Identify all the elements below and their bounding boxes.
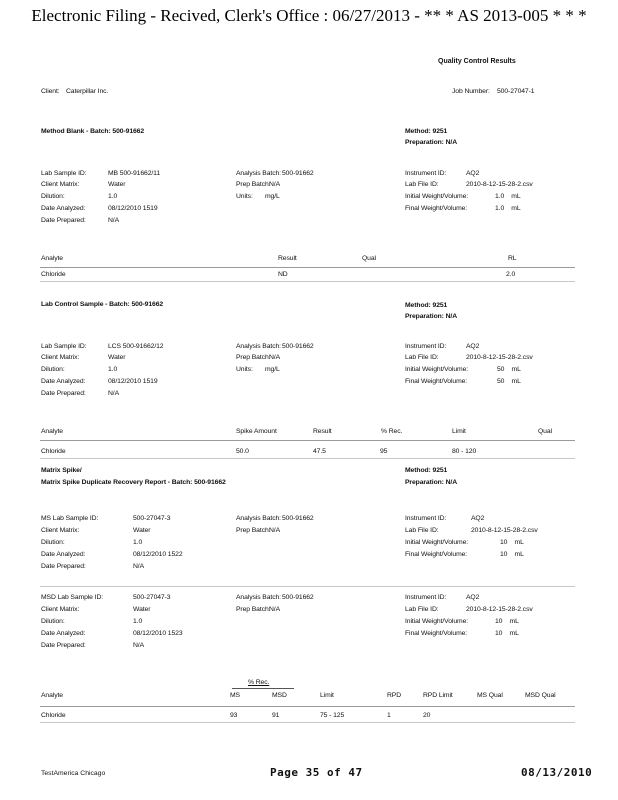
label-client-matrix: Client Matrix: (41, 181, 80, 188)
label-units: Units: (236, 193, 253, 200)
lcs-row-result: 47.5 (313, 448, 326, 455)
label-client-matrix: Client Matrix: (41, 606, 80, 613)
label-initial-weight: Initial Weight/Volume: (405, 366, 469, 373)
ms-header-msd-qual: MSD Qual (525, 692, 556, 699)
msd-prep-batch: N/A (269, 606, 281, 613)
label-analysis-batch: Analysis Batch: (236, 343, 281, 350)
job-number-value: 500-27047-1 (497, 88, 535, 95)
mb-date-prepared: N/A (108, 217, 120, 224)
label-final-weight: Final Weight/Volume: (405, 205, 468, 212)
msd-date-analyzed: 08/12/2010 1523 (133, 630, 183, 637)
label-dilution: Dilution: (41, 366, 65, 373)
ms-header-limit: Limit (320, 692, 334, 699)
label-analysis-batch: Analysis Batch: (236, 594, 281, 601)
label-client-matrix: Client Matrix: (41, 527, 80, 534)
msd-dilution: 1.0 (133, 618, 143, 625)
lcs-date-analyzed: 08/12/2010 1519 (108, 378, 158, 385)
lcs-prep-batch: N/A (269, 354, 281, 361)
ms-header-analyte: Analyte (41, 692, 63, 699)
ms-title-line1: Matrix Spike/ (41, 467, 82, 474)
msd-initial-weight: 10 mL (495, 618, 519, 625)
label-initial-weight: Initial Weight/Volume: (405, 539, 469, 546)
msd-lab-file-id: 2010-8-12-15-28-2.csv (466, 606, 533, 613)
lcs-instrument-id: AQ2 (466, 343, 480, 350)
msd-instrument-id: AQ2 (466, 594, 480, 601)
ms-method: Method: 9251 (405, 467, 448, 474)
msd-final-weight: 10 mL (495, 630, 519, 637)
label-client-matrix: Client Matrix: (41, 354, 80, 361)
ms-header-rpd: RPD (387, 692, 402, 699)
label-lab-file-id: Lab File ID: (405, 354, 439, 361)
ms-group-header-rec: % Rec. (248, 679, 270, 686)
mb-row-result: ND (278, 271, 288, 278)
report-title: Quality Control Results (438, 58, 516, 65)
mb-row-rl: 2.0 (506, 271, 516, 278)
lcs-method: Method: 9251 (405, 302, 448, 309)
ms-group-header-rule (232, 688, 294, 689)
label-instrument-id: Instrument ID: (405, 170, 447, 177)
label-date-prepared: Date Prepared: (41, 390, 86, 397)
label-final-weight: Final Weight/Volume: (405, 551, 468, 558)
label-date-analyzed: Date Analyzed: (41, 378, 86, 385)
ms-instrument-id: AQ2 (471, 515, 485, 522)
client-value: Caterpillar Inc. (66, 88, 109, 95)
lcs-row-rec: 95 (380, 448, 388, 455)
ms-final-weight: 10 mL (500, 551, 524, 558)
lcs-row-limit: 80 - 120 (452, 448, 477, 455)
label-dilution: Dilution: (41, 618, 65, 625)
label-ms-lab-sample-id: MS Lab Sample ID: (41, 515, 99, 522)
lcs-header-spike-amount: Spike Amount (236, 428, 277, 435)
ms-client-matrix: Water (133, 527, 151, 534)
label-lab-file-id: Lab File ID: (405, 606, 439, 613)
ms-header-ms-qual: MS Qual (477, 692, 503, 699)
lcs-analysis-batch: 500-91662 (282, 343, 314, 350)
msd-date-prepared: N/A (133, 642, 145, 649)
mb-instrument-id: AQ2 (466, 170, 480, 177)
label-lab-file-id: Lab File ID: (405, 181, 439, 188)
lcs-header-result: Result (313, 428, 332, 435)
lcs-header-analyte: Analyte (41, 428, 63, 435)
label-dilution: Dilution: (41, 193, 65, 200)
label-units: Units: (236, 366, 253, 373)
footer-date: 08/13/2010 (521, 766, 593, 779)
label-date-analyzed: Date Analyzed: (41, 205, 86, 212)
ms-row-ms: 93 (230, 712, 238, 719)
mb-lab-sample-id: MB 500-91662/11 (108, 170, 161, 177)
label-final-weight: Final Weight/Volume: (405, 630, 468, 637)
method-blank-title: Method Blank - Batch: 500-91662 (41, 128, 145, 135)
label-date-analyzed: Date Analyzed: (41, 630, 86, 637)
label-date-prepared: Date Prepared: (41, 563, 86, 570)
label-prep-batch: Prep Batch: (236, 527, 271, 534)
ms-table-rule (40, 706, 575, 707)
label-date-analyzed: Date Analyzed: (41, 551, 86, 558)
job-number-label: Job Number: (452, 88, 490, 95)
label-analysis-batch: Analysis Batch: (236, 170, 281, 177)
msd-lab-sample-id: 500-27047-3 (133, 594, 171, 601)
lcs-date-prepared: N/A (108, 390, 120, 397)
label-date-prepared: Date Prepared: (41, 642, 86, 649)
lcs-client-matrix: Water (108, 354, 126, 361)
ms-initial-weight: 10 mL (500, 539, 524, 546)
msd-client-matrix: Water (133, 606, 151, 613)
ms-date-prepared: N/A (133, 563, 145, 570)
lcs-header-qual: Qual (538, 428, 552, 435)
method-blank-preparation: Preparation: N/A (405, 139, 458, 146)
lcs-lab-sample-id: LCS 500-91662/12 (108, 343, 164, 350)
lcs-dilution: 1.0 (108, 366, 118, 373)
mb-header-analyte: Analyte (41, 255, 63, 262)
method-blank-method: Method: 9251 (405, 128, 448, 135)
mb-units: mg/L (265, 193, 280, 200)
filing-banner: Electronic Filing - Recived, Clerk's Office : 06/27/2013 - ** * AS 2013-005 * * * (31, 6, 587, 25)
ms-header-rpd-limit: RPD Limit (423, 692, 453, 699)
mb-dilution: 1.0 (108, 193, 118, 200)
ms-analysis-batch: 500-91662 (282, 515, 314, 522)
label-initial-weight: Initial Weight/Volume: (405, 193, 469, 200)
mb-final-weight: 1.0 mL (495, 205, 521, 212)
ms-row-rpd-limit: 20 (423, 712, 431, 719)
ms-row-analyte: Chloride (41, 712, 66, 719)
mb-initial-weight: 1.0 mL (495, 193, 521, 200)
label-prep-batch: Prep Batch: (236, 354, 271, 361)
label-lab-sample-id: Lab Sample ID: (41, 343, 87, 350)
lcs-row-spike-amount: 50.0 (236, 448, 249, 455)
ms-prep-batch: N/A (269, 527, 281, 534)
client-label: Client: (41, 88, 60, 95)
lcs-header-limit: Limit (452, 428, 466, 435)
label-analysis-batch: Analysis Batch: (236, 515, 281, 522)
mb-client-matrix: Water (108, 181, 126, 188)
ms-row-msd: 91 (272, 712, 280, 719)
lcs-initial-weight: 50 mL (497, 366, 521, 373)
ms-dilution: 1.0 (133, 539, 143, 546)
mb-lab-file-id: 2010-8-12-15-28-2.csv (466, 181, 533, 188)
mb-date-analyzed: 08/12/2010 1519 (108, 205, 158, 212)
mb-prep-batch: N/A (269, 181, 281, 188)
ms-title-line2: Matrix Spike Duplicate Recovery Report - Batch: 500-91662 (41, 479, 226, 486)
label-date-prepared: Date Prepared: (41, 217, 86, 224)
ms-date-analyzed: 08/12/2010 1522 (133, 551, 183, 558)
label-instrument-id: Instrument ID: (405, 594, 447, 601)
label-dilution: Dilution: (41, 539, 65, 546)
ms-header-ms: MS (230, 692, 240, 699)
msd-analysis-batch: 500-91662 (282, 594, 314, 601)
lcs-units: mg/L (265, 366, 280, 373)
label-final-weight: Final Weight/Volume: (405, 378, 468, 385)
mb-table-bottom-rule (40, 281, 575, 282)
ms-header-msd: MSD (272, 692, 287, 699)
ms-row-rpd: 1 (387, 712, 391, 719)
mb-row-analyte: Chloride (41, 271, 66, 278)
mb-analysis-batch: 500-91662 (282, 170, 314, 177)
mb-table-rule (40, 267, 575, 268)
footer-lab-name: TestAmerica Chicago (41, 770, 106, 777)
lcs-lab-file-id: 2010-8-12-15-28-2.csv (466, 354, 533, 361)
lcs-preparation: Preparation: N/A (405, 313, 458, 320)
mb-header-rl: RL (508, 255, 517, 262)
ms-row-limit: 75 - 125 (320, 712, 345, 719)
lcs-header-rec: % Rec. (381, 428, 403, 435)
lcs-title: Lab Control Sample - Batch: 500-91662 (41, 301, 164, 308)
label-lab-file-id: Lab File ID: (405, 527, 439, 534)
label-initial-weight: Initial Weight/Volume: (405, 618, 469, 625)
lcs-final-weight: 50 mL (497, 378, 521, 385)
lcs-table-rule (40, 440, 575, 441)
ms-msd-divider (40, 586, 575, 587)
ms-lab-sample-id: 500-27047-3 (133, 515, 171, 522)
ms-table-bottom-rule (40, 722, 575, 723)
label-prep-batch: Prep Batch: (236, 181, 271, 188)
mb-header-qual: Qual (362, 255, 376, 262)
label-instrument-id: Instrument ID: (405, 343, 447, 350)
footer-page-number: Page 35 of 47 (270, 766, 363, 779)
label-instrument-id: Instrument ID: (405, 515, 447, 522)
mb-header-result: Result (278, 255, 297, 262)
ms-preparation: Preparation: N/A (405, 479, 458, 486)
label-prep-batch: Prep Batch: (236, 606, 271, 613)
lcs-table-bottom-rule (40, 458, 575, 459)
lcs-row-analyte: Chloride (41, 448, 66, 455)
label-msd-lab-sample-id: MSD Lab Sample ID: (41, 594, 104, 601)
ms-lab-file-id: 2010-8-12-15-28-2.csv (471, 527, 538, 534)
label-lab-sample-id: Lab Sample ID: (41, 170, 87, 177)
